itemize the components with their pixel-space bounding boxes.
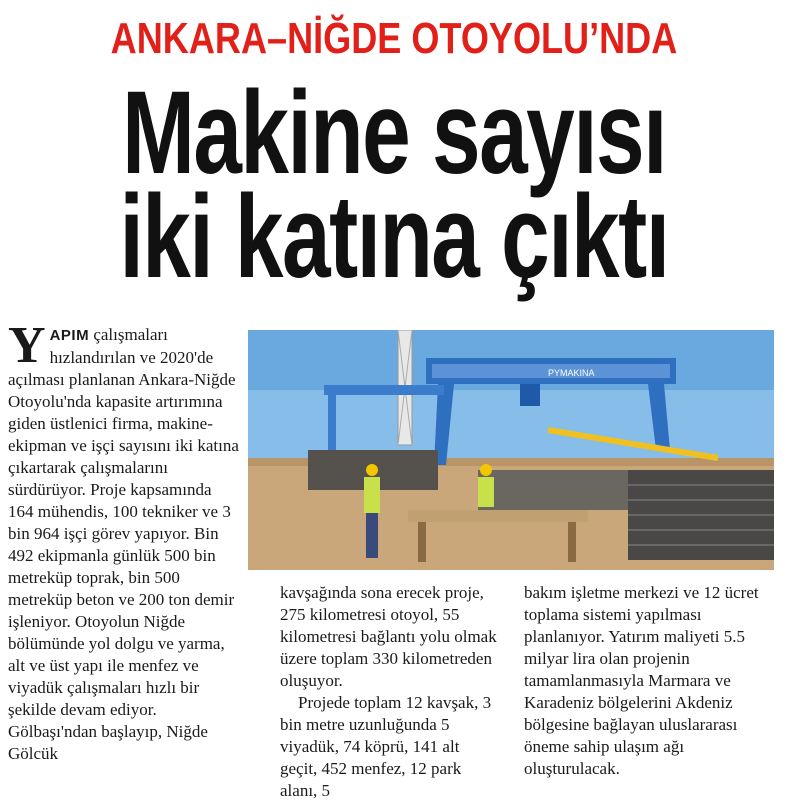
article-column-2	[280, 582, 500, 802]
construction-site-photo	[248, 330, 774, 570]
article-paragraph-2: kavşağında sona erecek proje, 275 kilometresi otoyol, 55 kilometresi bağlantı yolu olmak üzere toplam 330 kilometreden oluşuyor.	[280, 583, 497, 690]
crane-label: PYMAKINA	[548, 368, 595, 378]
article-paragraph-4: bakım işletme merkezi ve 12 ücret toplama sistemi yapılması planlanıyor. Yatırım maliyeti 5.5 milyar lira olan projenin tamamlanmasıyla Marmara ve Karadeniz bölgelerini Akdeniz bölgesine bağlayan uluslararası öneme sahip ulaşım ağı oluşturulacak.	[524, 583, 759, 778]
article-paragraph-3: Projede toplam 12 kavşak, 3 bin metre uzunluğunda 5 viyadük, 74 köprü, 141 alt geçit, 452 menfez, 12 park alanı, 5	[280, 693, 492, 800]
headline-line-2: iki katına çıktı	[119, 171, 669, 303]
lead-word: APIM	[49, 327, 90, 344]
paragraph-text: çalışmaları hızlandırılan ve 2020'de açılması planlanan Ankara-Niğde Otoyolu'nda kapasite artırımına giden üstlenici firma, makine-ekipman ve işçi sayısını iki katına çıkartarak çalışmalarını sürdürüyor. Proje kapsamında 164 mühendis, 100 tekniker ve 3 bin 964 işçi görev yapıyor. Bin 492 ekipmanla günlük 500 bin metreküp toprak, bin 500 metreküp beton ve 200 ton demir işleniyor. Otoyolun Niğde bölümünde yol dolgu ve yarma, alt ve üst yapı ile menfez ve viyadük çalışmaları hızlı bir şekilde devam ediyor. Gölbaşı'ndan başlayıp, Niğde Gölcük	[8, 325, 239, 763]
kicker: ANKARA–NİĞDE OTOYOLU’NDA	[110, 14, 678, 63]
drop-cap: Y	[8, 317, 46, 374]
article-column-3	[524, 582, 770, 780]
article-paragraph-1	[8, 317, 240, 765]
article-column-1	[8, 317, 240, 765]
photo-illustration	[248, 330, 774, 570]
headline-line-1: Makine sayısı	[122, 67, 666, 199]
